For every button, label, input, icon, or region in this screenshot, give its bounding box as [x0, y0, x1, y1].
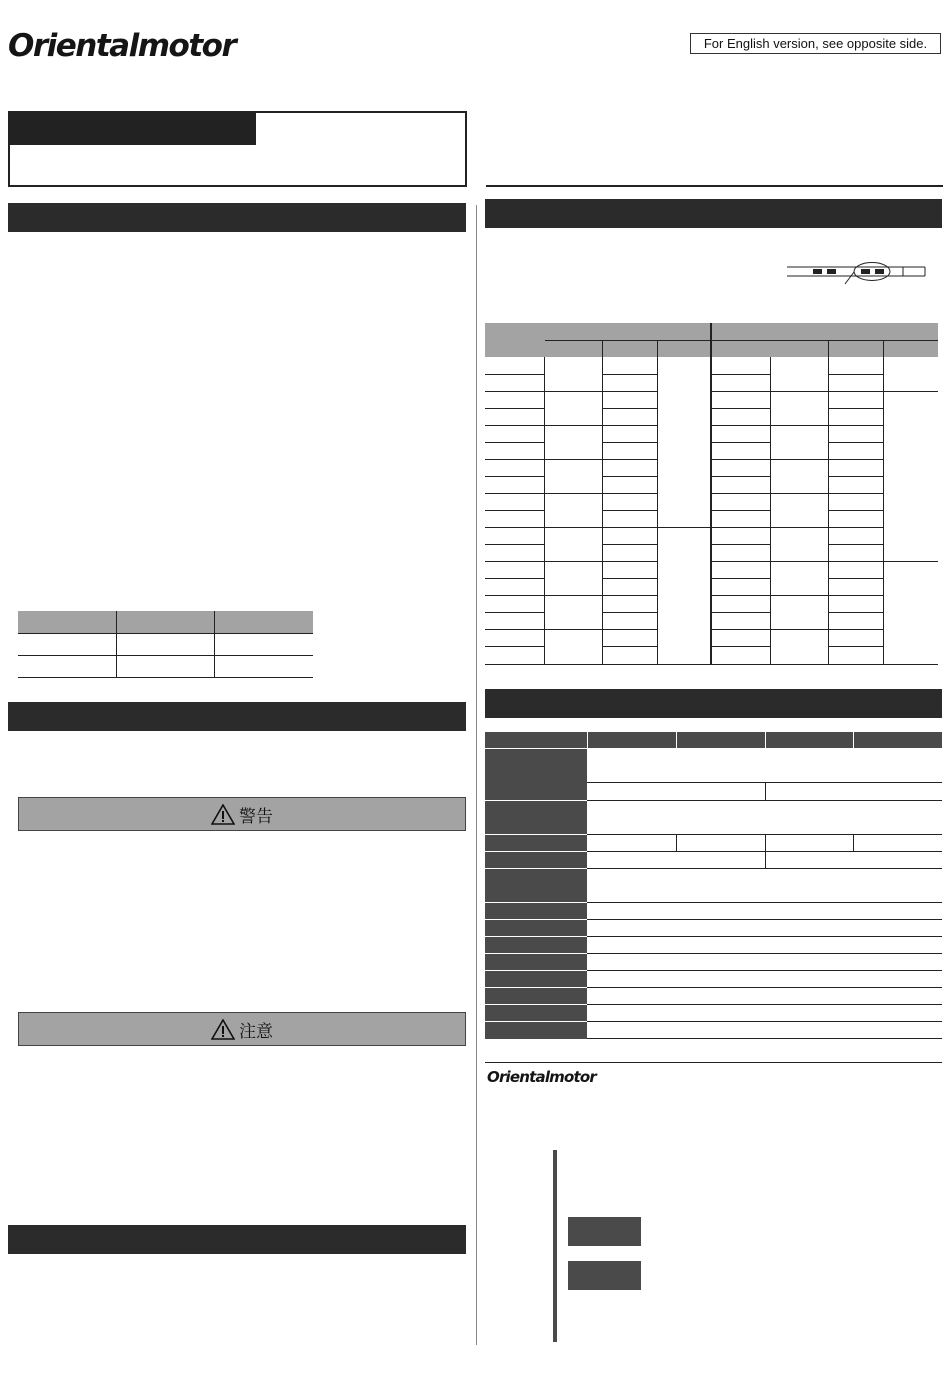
wire-marker-diagram [787, 262, 927, 286]
title-label-block [8, 111, 256, 145]
english-version-note: For English version, see opposite side. [690, 33, 941, 54]
caution-triangle-icon [211, 1019, 235, 1040]
brand-logo: Orientalmotor [8, 28, 236, 64]
footer-rule [485, 1062, 942, 1063]
column-divider [476, 205, 477, 1345]
section-bar-2 [8, 702, 466, 731]
footer-brand-logo: Orientalmotor [487, 1068, 596, 1086]
section-bar-right-2 [485, 689, 942, 718]
section-bar-right-1 [485, 199, 942, 228]
contact-block-bar [553, 1150, 557, 1342]
warning-label: 警告 [239, 806, 273, 826]
section-bar-1 [8, 203, 466, 232]
caution-bar [18, 1012, 466, 1046]
wire-table [485, 323, 938, 665]
contact-label-block-2 [568, 1261, 641, 1290]
section-bar-3 [8, 1225, 466, 1254]
caution-label: 注意 [239, 1021, 273, 1041]
warning-bar [18, 797, 466, 831]
spec-table [485, 732, 942, 1040]
warning-triangle-icon [211, 804, 235, 825]
title-rule [486, 185, 943, 187]
contact-label-block-1 [568, 1217, 641, 1246]
